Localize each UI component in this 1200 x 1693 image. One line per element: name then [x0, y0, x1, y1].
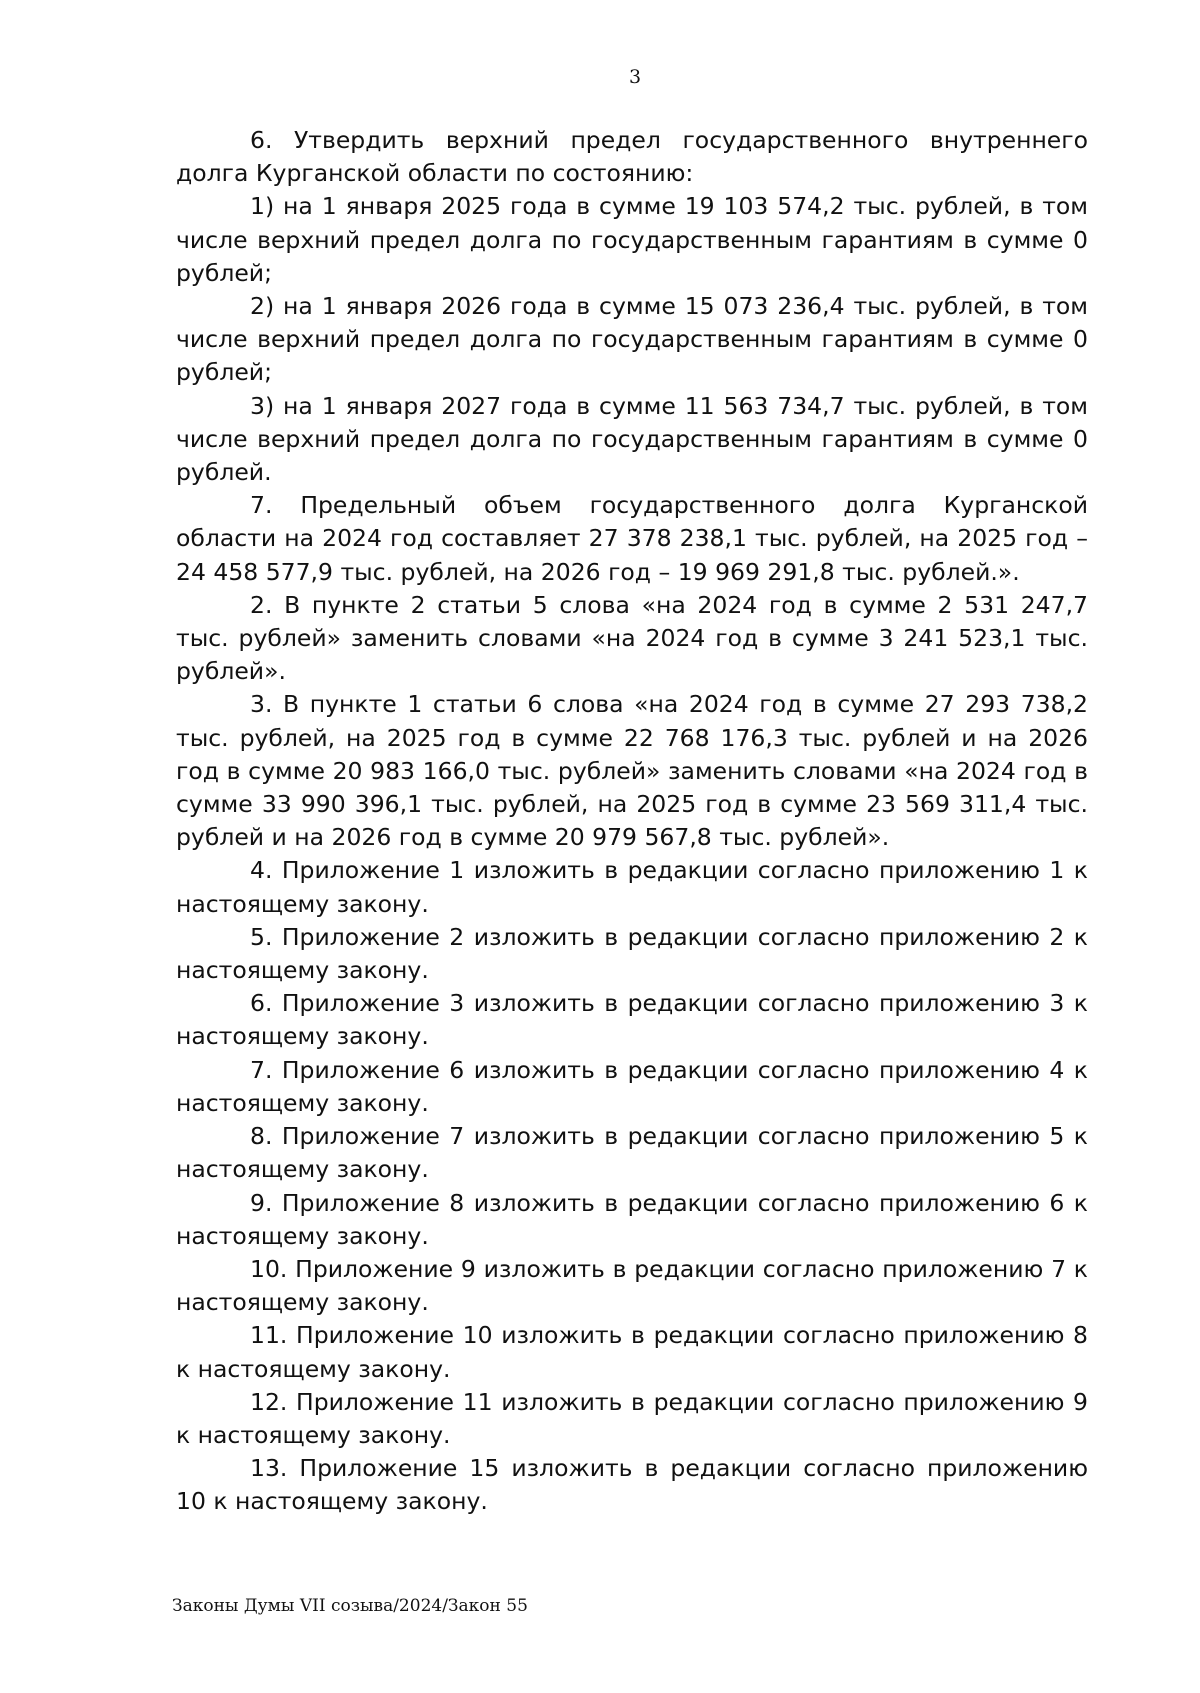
paragraph-article-5: 2. В пункте 2 статьи 5 слова «на 2024 год в сумме 2 531 247,7 тыс. рублей» заменить словами «на 2024 год в сумме 3 241 523,1 тыс. рублей». — [176, 590, 1088, 686]
paragraph-appendix-7: 8. Приложение 7 изложить в редакции согласно приложению 5 к настоящему закону. — [176, 1122, 1088, 1184]
page-number: 3 — [628, 66, 642, 88]
paragraph-debt-2025: 1) на 1 января 2025 года в сумме 19 103 574,2 тыс. рублей, в том числе верхний предел долга по государственным гарантиям в сумме 0 рублей; — [176, 192, 1088, 287]
document-footer: Законы Думы VII созыва/2024/Закон 55 — [172, 1596, 528, 1616]
paragraph-appendix-2: 5. Приложение 2 изложить в редакции согласно приложению 2 к настоящему закону. — [176, 922, 1088, 985]
paragraph-appendix-8: 9. Приложение 8 изложить в редакции согласно приложению 6 к настоящему закону. — [176, 1188, 1088, 1250]
paragraph-debt-volume: 7. Предельный объем государственного долга Курганской области на 2024 год составляет 27 378 238,1 тыс. рублей, на 2025 год – 24 458 577,9 тыс. рублей, на 2026 год – 19 969 291,8 тыс. рублей.». — [176, 491, 1088, 586]
paragraph-appendix-1: 4. Приложение 1 изложить в редакции согласно приложению 1 к настоящему закону. — [176, 856, 1088, 918]
paragraph-appendix-15: 13. Приложение 15 изложить в редакции согласно приложению 10 к настоящему закону. — [176, 1454, 1088, 1516]
paragraph-debt-limit: 6. Утвердить верхний предел государственного внутреннего долга Курганской области по состоянию: — [176, 126, 1088, 188]
paragraph-appendix-9: 10. Приложение 9 изложить в редакции согласно приложению 7 к настоящему закону. — [176, 1254, 1088, 1317]
paragraph-appendix-10: 11. Приложение 10 изложить в редакции согласно приложению 8 к настоящему закону. — [176, 1321, 1088, 1383]
paragraph-article-6: 3. В пункте 1 статьи 6 слова «на 2024 год в сумме 27 293 738,2 тыс. рублей, на 2025 год в сумме 22 768 176,3 тыс. рублей и на 2026 год в сумме 20 983 166,0 тыс. рублей» заменить словами «на 2024 год в сумме 33 990 396,1 тыс. рублей, на 2025 год в сумме 23 569 311,4 тыс. рублей и на 2026 год в сумме 20 979 567,8 тыс. рублей». — [176, 690, 1088, 852]
paragraph-appendix-6: 7. Приложение 6 изложить в редакции согласно приложению 4 к настоящему закону. — [176, 1055, 1088, 1117]
document-body — [176, 124, 1088, 1519]
paragraph-debt-2026: 2) на 1 января 2026 года в сумме 15 073 236,4 тыс. рублей, в том числе верхний предел долга по государственным гарантиям в сумме 0 рублей; — [176, 292, 1088, 387]
paragraph-debt-2027: 3) на 1 января 2027 года в сумме 11 563 734,7 тыс. рублей, в том числе верхний предел долга по государственным гарантиям в сумме 0 рублей. — [176, 391, 1088, 487]
paragraph-appendix-3: 6. Приложение 3 изложить в редакции согласно приложению 3 к настоящему закону. — [176, 989, 1088, 1051]
paragraph-appendix-11: 12. Приложение 11 изложить в редакции согласно приложению 9 к настоящему закону. — [176, 1387, 1088, 1449]
